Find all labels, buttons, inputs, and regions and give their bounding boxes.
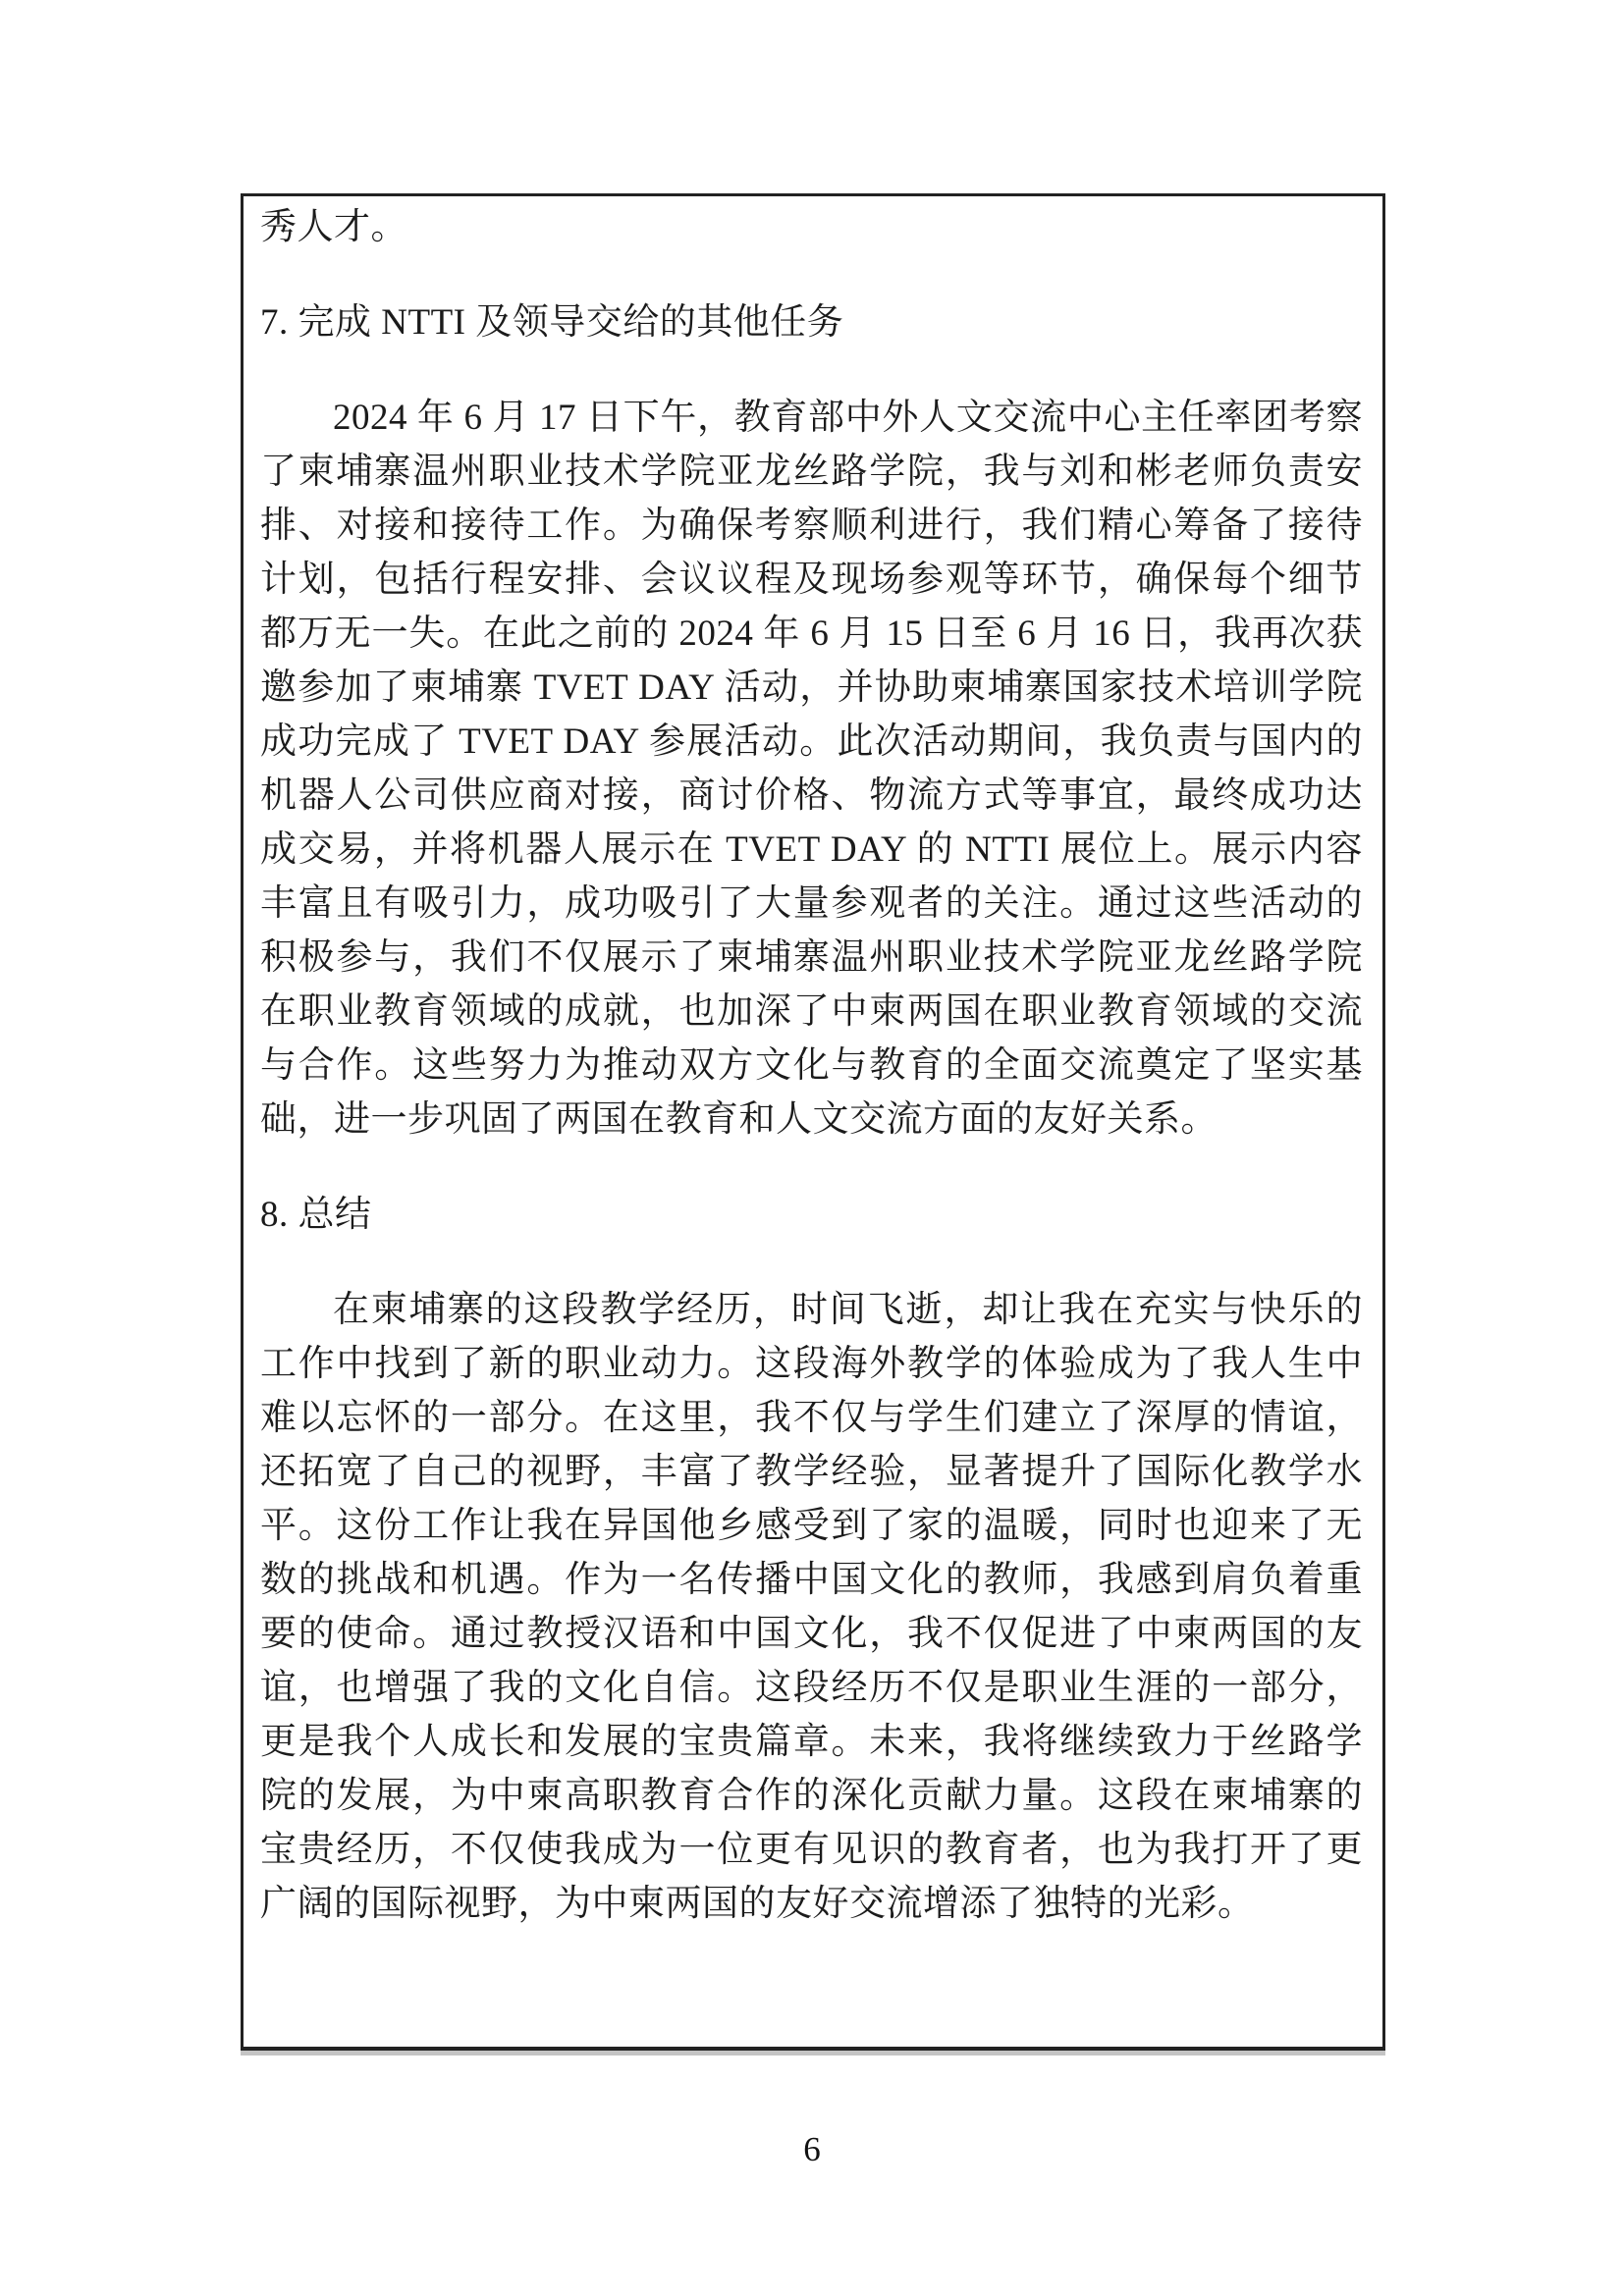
document-cell <box>241 193 1385 2051</box>
text-line: 排、对接和接待工作。为确保考察顺利进行，我们精心筹备了接待 <box>260 506 1363 546</box>
text-line: 机器人公司供应商对接，商讨价格、物流方式等事宜，最终成功达 <box>260 775 1363 816</box>
text-line: 还拓宽了自己的视野，丰富了教学经验，显著提升了国际化教学水 <box>260 1452 1363 1492</box>
blank-line <box>260 1147 1363 1188</box>
text-line: 邀参加了柬埔寨 TVET DAY 活动，并协助柬埔寨国家技术培训学院 <box>260 667 1363 708</box>
text-line: 都万无一失。在此之前的 2024 年 6 月 15 日至 6 月 16 日，我再次获 <box>260 614 1363 654</box>
text-line: 了柬埔寨温州职业技术学院亚龙丝路学院，我与刘和彬老师负责安 <box>260 452 1363 492</box>
text-line: 难以忘怀的一部分。在这里，我不仅与学生们建立了深厚的情谊， <box>260 1398 1363 1438</box>
text-line: 在职业教育领域的成就，也加深了中柬两国在职业教育领域的交流 <box>260 991 1363 1032</box>
text-line: 更是我个人成长和发展的宝贵篇章。未来，我将继续致力于丝路学 <box>260 1722 1363 1762</box>
text-line: 成交易，并将机器人展示在 TVET DAY 的 NTTI 展位上。展示内容 <box>260 829 1363 870</box>
text-line: 数的挑战和机遇。作为一名传播中国文化的教师，我感到肩负着重 <box>260 1560 1363 1600</box>
blank-line <box>260 1242 1363 1283</box>
text-line: 院的发展，为中柬高职教育合作的深化贡献力量。这段在柬埔寨的 <box>260 1776 1363 1816</box>
text-line: 与合作。这些努力为推动双方文化与教育的全面交流奠定了坚实基 <box>260 1045 1363 1086</box>
text-line: 在柬埔寨的这段教学经历，时间飞逝，却让我在充实与快乐的 <box>333 1290 1363 1330</box>
text-line: 工作中找到了新的职业动力。这段海外教学的体验成为了我人生中 <box>260 1344 1363 1384</box>
text-line: 丰富且有吸引力，成功吸引了大量参观者的关注。通过这些活动的 <box>260 883 1363 924</box>
text-line: 谊，也增强了我的文化自信。这段经历不仅是职业生涯的一部分， <box>260 1668 1363 1708</box>
text-line: 平。这份工作让我在异国他乡感受到了家的温暖，同时也迎来了无 <box>260 1506 1363 1546</box>
text-line: 秀人才。 <box>260 207 407 247</box>
text-line: 广阔的国际视野，为中柬两国的友好交流增添了独特的光彩。 <box>260 1884 1255 1924</box>
page-number: 6 <box>803 2130 821 2168</box>
section-heading: 7. 完成 NTTI 及领导交给的其他任务 <box>260 302 844 343</box>
text-line: 2024 年 6 月 17 日下午，教育部中外人文交流中心主任率团考察 <box>333 398 1363 438</box>
text-line: 要的使命。通过教授汉语和中国文化，我不仅促进了中柬两国的友 <box>260 1614 1363 1654</box>
text-line: 础，进一步巩固了两国在教育和人文交流方面的友好关系。 <box>260 1099 1218 1140</box>
text-line: 宝贵经历，不仅使我成为一位更有见识的教育者，也为我打开了更 <box>260 1830 1363 1870</box>
text-line: 计划，包括行程安排、会议议程及现场参观等环节，确保每个细节 <box>260 560 1363 600</box>
section-heading: 8. 总结 <box>260 1195 372 1235</box>
text-line: 成功完成了 TVET DAY 参展活动。此次活动期间，我负责与国内的 <box>260 721 1363 762</box>
blank-line <box>260 254 1363 295</box>
blank-line <box>260 349 1363 391</box>
text-line: 积极参与，我们不仅展示了柬埔寨温州职业技术学院亚龙丝路学院 <box>260 937 1363 978</box>
